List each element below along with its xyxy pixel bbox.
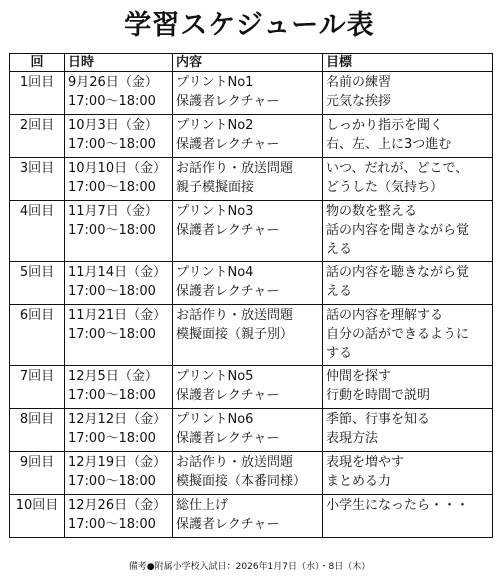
- datetime-cell: [65, 305, 173, 366]
- session-date: 12月19日（金）: [68, 455, 167, 470]
- content-cell: [173, 452, 323, 495]
- goal-line: 自分の話ができるように: [326, 327, 470, 342]
- content-cell: [173, 305, 323, 366]
- session-date: 9月26日（金）: [68, 75, 158, 90]
- goal-line: 話の内容を聞きながら覚: [326, 223, 470, 238]
- content-cell: [173, 495, 323, 538]
- content-cell: [173, 72, 323, 115]
- datetime-cell: [65, 158, 173, 201]
- content-line: プリントNo5: [176, 369, 254, 384]
- goal-cell: [323, 115, 493, 158]
- header-goal: 目標: [323, 54, 493, 72]
- session-number-cell: [10, 366, 65, 409]
- session-date: 12月26日（金）: [68, 498, 167, 513]
- goal-cell: [323, 72, 493, 115]
- session-time: 17:00〜18:00: [68, 223, 156, 238]
- goal-line: 話の内容を理解する: [326, 308, 444, 323]
- content-line: プリントNo6: [176, 412, 254, 427]
- session-number: 4回目: [19, 204, 55, 219]
- header-kai: 回: [10, 54, 65, 72]
- goal-line: どうした（気持ち）: [326, 180, 444, 195]
- session-time: 17:00〜18:00: [68, 517, 156, 532]
- content-line: 保護者レクチャー: [176, 223, 280, 238]
- session-number: 10回目: [15, 498, 59, 513]
- page-title: 学習スケジュール表: [124, 10, 375, 41]
- header-content: 内容: [173, 54, 323, 72]
- goal-cell: [323, 366, 493, 409]
- session-time: 17:00〜18:00: [68, 431, 156, 446]
- content-line: プリントNo1: [176, 75, 254, 90]
- session-number: 8回目: [19, 412, 55, 427]
- goal-line: 右、左、上に3つ進む: [326, 137, 452, 152]
- content-cell: [173, 115, 323, 158]
- session-number-cell: [10, 452, 65, 495]
- session-time: 17:00〜18:00: [68, 474, 156, 489]
- session-date: 12月12日（金）: [68, 412, 167, 427]
- content-line: 保護者レクチャー: [176, 517, 280, 532]
- goal-cell: [323, 158, 493, 201]
- table-row: [10, 262, 493, 305]
- goal-line: 表現を増やす: [326, 455, 405, 470]
- goal-cell: [323, 305, 493, 366]
- session-number: 2回目: [19, 118, 55, 133]
- goal-line: 行動を時間で説明: [326, 388, 431, 403]
- session-time: 17:00〜18:00: [68, 180, 156, 195]
- goal-line: する: [326, 346, 353, 361]
- content-line: お話作り・放送問題: [176, 161, 294, 176]
- datetime-cell: [65, 495, 173, 538]
- datetime-cell: [65, 115, 173, 158]
- content-line: お話作り・放送問題: [176, 455, 294, 470]
- content-line: プリントNo4: [176, 265, 254, 280]
- table-row: [10, 495, 493, 538]
- table-row: [10, 201, 493, 262]
- table-row: [10, 452, 493, 495]
- session-time: 17:00〜18:00: [68, 388, 156, 403]
- goal-line: える: [326, 242, 353, 257]
- goal-line: 小学生になったら・・・: [326, 498, 470, 513]
- table-row: [10, 366, 493, 409]
- goal-line: 話の内容を聴きながら覚: [326, 265, 470, 280]
- session-number: 6回目: [19, 308, 55, 323]
- session-number-cell: [10, 115, 65, 158]
- session-number: 9回目: [19, 455, 55, 470]
- datetime-cell: [65, 366, 173, 409]
- session-time: 17:00〜18:00: [68, 327, 156, 342]
- session-number-cell: [10, 72, 65, 115]
- schedule-table: [9, 53, 493, 538]
- session-number-cell: [10, 201, 65, 262]
- content-line: 親子模擬面接: [176, 180, 255, 195]
- goal-line: 季節、行事を知る: [326, 412, 431, 427]
- session-time: 17:00〜18:00: [68, 94, 156, 109]
- session-date: 10月10日（金）: [68, 161, 167, 176]
- content-line: 保護者レクチャー: [176, 388, 280, 403]
- table-row: [10, 158, 493, 201]
- session-number: 7回目: [19, 369, 55, 384]
- datetime-cell: [65, 452, 173, 495]
- table-row: [10, 115, 493, 158]
- content-line: 模擬面接（親子別）: [176, 327, 294, 342]
- content-cell: [173, 158, 323, 201]
- session-date: 11月14日（金）: [68, 265, 167, 280]
- table-row: [10, 305, 493, 366]
- session-number: 5回目: [19, 265, 55, 280]
- content-cell: [173, 366, 323, 409]
- goal-line: 名前の練習: [326, 75, 392, 90]
- goal-line: える: [326, 284, 353, 299]
- session-number-cell: [10, 495, 65, 538]
- header-datetime: 日時: [65, 54, 173, 72]
- session-number-cell: [10, 158, 65, 201]
- content-line: 保護者レクチャー: [176, 431, 280, 446]
- session-time: 17:00〜18:00: [68, 137, 156, 152]
- table-row: [10, 409, 493, 452]
- goal-cell: [323, 201, 493, 262]
- goal-cell: [323, 262, 493, 305]
- footnote: 備考●附属小学校入試日：2026年1月7日（水）・8日（木）: [128, 562, 371, 572]
- content-line: 保護者レクチャー: [176, 94, 280, 109]
- datetime-cell: [65, 72, 173, 115]
- goal-line: いつ、だれが、どこで、: [326, 161, 469, 176]
- table-row: [10, 72, 493, 115]
- session-date: 11月21日（金）: [68, 308, 167, 323]
- session-number-cell: [10, 409, 65, 452]
- datetime-cell: [65, 409, 173, 452]
- goal-line: まとめる力: [326, 474, 392, 489]
- goal-line: 仲間を探す: [326, 369, 392, 384]
- session-number-cell: [10, 262, 65, 305]
- goal-line: 元気な挨拶: [326, 94, 392, 109]
- datetime-cell: [65, 262, 173, 305]
- content-cell: [173, 201, 323, 262]
- session-number: 3回目: [19, 161, 55, 176]
- session-number-cell: [10, 305, 65, 366]
- content-cell: [173, 409, 323, 452]
- session-date: 10月3日（金）: [68, 118, 158, 133]
- datetime-cell: [65, 201, 173, 262]
- content-cell: [173, 262, 323, 305]
- table-header-row: [10, 54, 493, 72]
- goal-cell: [323, 452, 493, 495]
- session-date: 11月7日（金）: [68, 204, 158, 219]
- session-time: 17:00〜18:00: [68, 284, 156, 299]
- session-number: 1回目: [19, 75, 55, 90]
- content-line: お話作り・放送問題: [176, 308, 294, 323]
- goal-line: しっかり指示を聞く: [326, 118, 444, 133]
- goal-cell: [323, 495, 493, 538]
- content-line: プリントNo2: [176, 118, 254, 133]
- goal-cell: [323, 409, 493, 452]
- content-line: 保護者レクチャー: [176, 137, 280, 152]
- session-date: 12月5日（金）: [68, 369, 158, 384]
- goal-line: 物の数を整える: [326, 204, 418, 219]
- content-line: 総仕上げ: [176, 498, 229, 513]
- content-line: 模擬面接（本番同様）: [176, 474, 307, 489]
- content-line: プリントNo3: [176, 204, 254, 219]
- goal-line: 表現方法: [326, 431, 379, 446]
- content-line: 保護者レクチャー: [176, 284, 280, 299]
